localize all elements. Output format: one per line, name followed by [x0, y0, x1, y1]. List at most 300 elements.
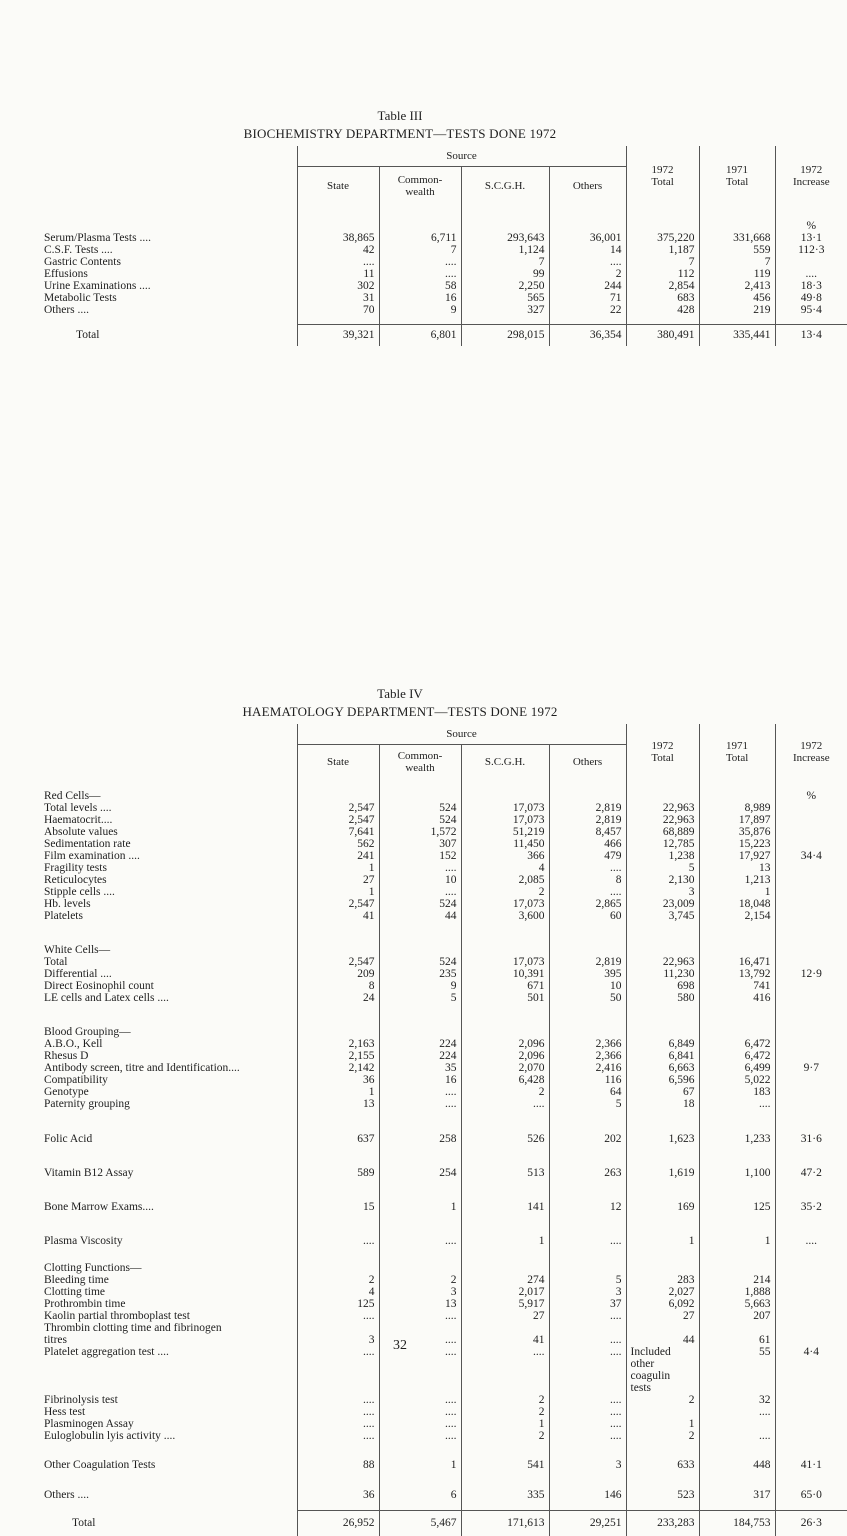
scgh-cell: 298,015 — [461, 324, 549, 346]
total-1971-cell: 7 — [699, 256, 775, 268]
total-1972-cell: 27 — [626, 1310, 699, 1322]
increase-cell — [775, 862, 847, 874]
row-label: Urine Examinations .... — [44, 280, 151, 292]
increase-cell: .... — [775, 1224, 847, 1258]
commonwealth-cell: .... — [379, 1394, 461, 1406]
total-1971-cell — [699, 1418, 775, 1430]
increase-cell — [775, 1098, 847, 1110]
scgh-cell: 10,391 — [461, 968, 549, 980]
spacer-cell — [626, 944, 699, 956]
group-heading: Clotting Functions— — [44, 1262, 142, 1274]
commonwealth-cell: 58 — [379, 280, 461, 292]
others-header: Others — [549, 744, 626, 780]
scgh-header: S.C.G.H. — [461, 166, 549, 206]
table-row — [40, 256, 847, 268]
table-row — [40, 814, 847, 826]
row-label: Reticulocytes — [44, 874, 107, 886]
row-label: Others .... — [44, 1489, 90, 1501]
state-cell: .... — [297, 1346, 379, 1358]
total-1972-cell: 6,663 — [626, 1062, 699, 1074]
total-1971-cell: 184,753 — [699, 1510, 775, 1536]
commonwealth-cell: 3 — [379, 1286, 461, 1298]
total-1971-cell: 17,927 — [699, 850, 775, 862]
total-1971-cell: 125 — [699, 1190, 775, 1224]
commonwealth-cell: 2 — [379, 1274, 461, 1286]
state-cell: 42 — [297, 244, 379, 256]
increase-cell — [775, 1086, 847, 1098]
spacer-row — [40, 1110, 847, 1122]
total-1972-cell: 1,623 — [626, 1122, 699, 1156]
table-row — [40, 244, 847, 256]
scgh-cell: 17,073 — [461, 898, 549, 910]
total-1971-cell: 6,472 — [699, 1050, 775, 1062]
table-row — [40, 1394, 847, 1406]
scgh-cell: 2 — [461, 1086, 549, 1098]
total-1971-cell: 559 — [699, 244, 775, 256]
commonwealth-cell: .... — [379, 862, 461, 874]
total-1971-cell — [699, 1322, 775, 1334]
total-1971-cell: 456 — [699, 292, 775, 304]
increase-cell — [775, 256, 847, 268]
row-label: Compatibility — [44, 1074, 108, 1086]
others-cell: 12 — [549, 1190, 626, 1224]
table-row — [40, 1310, 847, 1322]
state-cell: 125 — [297, 1298, 379, 1310]
scgh-cell: 293,643 — [461, 232, 549, 244]
others-cell: 395 — [549, 968, 626, 980]
increase-cell — [775, 874, 847, 886]
spacer-cell — [297, 206, 379, 220]
spacer-cell — [775, 1004, 847, 1026]
total-1972-cell: 22,963 — [626, 956, 699, 968]
others-cell: .... — [549, 1394, 626, 1406]
spacer-row — [40, 220, 847, 232]
increase-cell — [775, 1298, 847, 1310]
commonwealth-cell: 224 — [379, 1050, 461, 1062]
increase-cell — [775, 1370, 847, 1382]
spacer-cell — [461, 1262, 549, 1274]
total-1971-cell: 119 — [699, 268, 775, 280]
state-cell — [297, 1382, 379, 1394]
state-cell: 36 — [297, 1074, 379, 1086]
scgh-cell: 1,124 — [461, 244, 549, 256]
increase-cell — [775, 826, 847, 838]
commonwealth-cell: .... — [379, 1098, 461, 1110]
scgh-cell: 141 — [461, 1190, 549, 1224]
commonwealth-cell: 6 — [379, 1480, 461, 1510]
table-row — [40, 1038, 847, 1050]
spacer-cell — [461, 1004, 549, 1026]
table-row — [40, 874, 847, 886]
increase-cell: 31·6 — [775, 1122, 847, 1156]
increase-cell: 13·1 — [775, 232, 847, 244]
total-1971-cell: 5,022 — [699, 1074, 775, 1086]
increase-cell — [775, 992, 847, 1004]
spacer-cell — [40, 922, 297, 944]
brace-increase: 9·7 — [803, 1062, 819, 1074]
commonwealth-cell: 224 — [379, 1038, 461, 1050]
commonwealth-cell: .... — [379, 1334, 461, 1346]
table-row — [40, 992, 847, 1004]
total-1971-cell: 6,472 — [699, 1038, 775, 1050]
row-label: Platelets — [44, 910, 83, 922]
row-label: Prothrombin time — [44, 1298, 126, 1310]
spacer-cell — [40, 1004, 297, 1026]
total-1971-cell: 15,223 — [699, 838, 775, 850]
spacer-row — [40, 316, 847, 324]
row-label — [40, 1382, 297, 1394]
table-row — [40, 886, 847, 898]
spacer-cell — [626, 922, 699, 944]
state-cell: 2,547 — [297, 802, 379, 814]
state-cell: 2,547 — [297, 956, 379, 968]
scgh-cell: 171,613 — [461, 1510, 549, 1536]
spacer-cell — [775, 780, 847, 790]
total-1972-cell: 1,238 — [626, 850, 699, 862]
total-1972-cell — [626, 1406, 699, 1418]
total-1971-cell: 16,471 — [699, 956, 775, 968]
commonwealth-cell: .... — [379, 1346, 461, 1358]
spacer-cell — [549, 316, 626, 324]
others-cell: 10 — [549, 980, 626, 992]
row-label: Plasminogen Assay — [44, 1418, 134, 1430]
increase-cell — [775, 1062, 847, 1074]
spacer-cell — [775, 1110, 847, 1122]
spacer-cell — [297, 1026, 379, 1038]
state-header: State — [297, 744, 379, 780]
commonwealth-cell: 35 — [379, 1062, 461, 1074]
increase-cell — [775, 1358, 847, 1370]
spacer-cell — [297, 316, 379, 324]
table-row — [40, 1098, 847, 1110]
commonwealth-cell: .... — [379, 1406, 461, 1418]
spacer-cell — [297, 1004, 379, 1026]
commonwealth-cell — [379, 1358, 461, 1370]
increase-cell — [775, 898, 847, 910]
state-cell: .... — [297, 1430, 379, 1442]
spacer-cell — [297, 790, 379, 802]
commonwealth-cell: 5,467 — [379, 1510, 461, 1536]
total-1972-cell: 1,619 — [626, 1156, 699, 1190]
scgh-cell: 565 — [461, 292, 549, 304]
others-cell: 263 — [549, 1156, 626, 1190]
spacer-cell — [379, 1026, 461, 1038]
total-1971-cell: 207 — [699, 1310, 775, 1322]
commonwealth-cell: 16 — [379, 292, 461, 304]
scgh-cell: 1 — [461, 1224, 549, 1258]
commonwealth-cell: .... — [379, 1224, 461, 1258]
table-row — [40, 1122, 847, 1156]
spacer-cell — [379, 1442, 461, 1450]
state-cell — [297, 1358, 379, 1370]
spacer-cell — [549, 1004, 626, 1026]
state-cell: 4 — [297, 1286, 379, 1298]
others-cell: 244 — [549, 280, 626, 292]
total-1972-cell: 523 — [626, 1480, 699, 1510]
spacer-cell — [699, 1004, 775, 1026]
table-row — [40, 1406, 847, 1418]
total-1972-cell: 7 — [626, 256, 699, 268]
increase-cell: 26·3 — [775, 1510, 847, 1536]
increase-cell — [775, 1038, 847, 1050]
table-row — [40, 802, 847, 814]
state-cell: 302 — [297, 280, 379, 292]
others-cell: 2,366 — [549, 1038, 626, 1050]
others-cell: 5 — [549, 1098, 626, 1110]
row-label: Bleeding time — [44, 1274, 109, 1286]
row-label: Fibrinolysis test — [44, 1394, 118, 1406]
group-heading: Red Cells— — [44, 790, 101, 802]
commonwealth-cell: 9 — [379, 304, 461, 316]
commonwealth-cell — [379, 1322, 461, 1334]
scgh-cell: .... — [461, 1346, 549, 1358]
row-label: Plasma Viscosity — [44, 1235, 123, 1247]
others-cell: 71 — [549, 292, 626, 304]
spacer-cell — [699, 790, 775, 802]
spacer-cell — [775, 922, 847, 944]
spacer-cell — [379, 780, 461, 790]
table-row — [40, 1382, 847, 1394]
row-label: Haematocrit.... — [44, 814, 113, 826]
total-1971-cell: 35,876 — [699, 826, 775, 838]
brace-increase: 4·4 — [803, 1346, 819, 1358]
row-label: Direct Eosinophil count — [44, 980, 154, 992]
total-1971-cell: 331,668 — [699, 232, 775, 244]
spacer-cell — [626, 790, 699, 802]
spacer-cell — [379, 1262, 461, 1274]
total-1972-cell: 1 — [626, 1418, 699, 1430]
spacer-cell — [626, 1110, 699, 1122]
others-cell: .... — [549, 1346, 626, 1358]
spacer-cell — [549, 780, 626, 790]
total-1971-cell — [699, 1382, 775, 1394]
spacer-cell — [40, 316, 297, 324]
scgh-cell — [461, 1322, 549, 1334]
spacer-cell — [549, 1442, 626, 1450]
increase-cell — [775, 1322, 847, 1334]
state-cell: .... — [297, 1394, 379, 1406]
commonwealth-cell — [379, 1382, 461, 1394]
row-label: Antibody screen, titre and Identification.... — [44, 1062, 240, 1074]
total-1972-cell: 2,027 — [626, 1286, 699, 1298]
spacer-cell — [461, 1026, 549, 1038]
percent-symbol: % — [775, 790, 847, 802]
others-cell: 5 — [549, 1274, 626, 1286]
total-1971-cell: 2,413 — [699, 280, 775, 292]
state-cell: 15 — [297, 1190, 379, 1224]
table-row — [40, 304, 847, 316]
increase-cell — [775, 1394, 847, 1406]
spacer-cell — [461, 316, 549, 324]
scgh-cell: 526 — [461, 1122, 549, 1156]
increase-cell — [775, 802, 847, 814]
haematology-table — [40, 724, 847, 1536]
spacer-cell — [549, 1110, 626, 1122]
spacer-cell — [379, 944, 461, 956]
increase-cell — [775, 886, 847, 898]
row-label: Folic Acid — [44, 1133, 93, 1145]
spacer-cell — [549, 1026, 626, 1038]
row-label: Film examination .... — [44, 850, 140, 862]
table-row — [40, 292, 847, 304]
others-cell: .... — [549, 862, 626, 874]
others-cell: 202 — [549, 1122, 626, 1156]
others-cell: 116 — [549, 1074, 626, 1086]
group-heading: White Cells— — [44, 944, 111, 956]
spacer-row — [40, 944, 847, 956]
row-label: Serum/Plasma Tests .... — [44, 232, 151, 244]
total-1971-cell: 13,792 — [699, 968, 775, 980]
state-cell: 637 — [297, 1122, 379, 1156]
spacer-cell — [699, 1262, 775, 1274]
table3-title: BIOCHEMISTRY DEPARTMENT—TESTS DONE 1972 — [243, 126, 557, 141]
others-cell: 8 — [549, 874, 626, 886]
scgh-cell: 335 — [461, 1480, 549, 1510]
row-label: C.S.F. Tests .... — [44, 244, 113, 256]
row-label: A.B.O., Kell — [44, 1038, 103, 1050]
commonwealth-cell: 235 — [379, 968, 461, 980]
total-row — [40, 324, 847, 346]
others-cell: 2,819 — [549, 802, 626, 814]
table-row — [40, 1062, 847, 1074]
state-cell: 562 — [297, 838, 379, 850]
scgh-cell — [461, 1370, 549, 1382]
commonwealth-header: Common- wealth — [379, 744, 461, 780]
spacer-cell — [699, 922, 775, 944]
scgh-cell: 501 — [461, 992, 549, 1004]
spacer-cell — [699, 316, 775, 324]
commonwealth-cell: 6,801 — [379, 324, 461, 346]
scgh-cell: 671 — [461, 980, 549, 992]
brace-increase: 34·4 — [800, 850, 822, 862]
row-label: Total — [76, 329, 100, 341]
total-1972-cell: 5 — [626, 862, 699, 874]
total-1971-cell: 1,233 — [699, 1122, 775, 1156]
state-cell: 39,321 — [297, 324, 379, 346]
increase-cell — [775, 1286, 847, 1298]
commonwealth-cell: 10 — [379, 874, 461, 886]
spacer-cell — [699, 206, 775, 220]
table-row — [40, 1274, 847, 1286]
spacer-cell — [297, 944, 379, 956]
total-1971-cell: 32 — [699, 1394, 775, 1406]
others-cell: 37 — [549, 1298, 626, 1310]
scgh-cell: 99 — [461, 268, 549, 280]
scgh-cell — [461, 1358, 549, 1370]
others-cell: 64 — [549, 1086, 626, 1098]
state-cell: .... — [297, 1310, 379, 1322]
others-cell — [549, 1322, 626, 1334]
others-cell: .... — [549, 1418, 626, 1430]
total-1972-cell: 380,491 — [626, 324, 699, 346]
increase-cell — [775, 1406, 847, 1418]
others-header: Others — [549, 166, 626, 206]
spacer-cell — [40, 780, 297, 790]
state-cell: 8 — [297, 980, 379, 992]
row-label: Clotting time — [44, 1286, 106, 1298]
total-1972-cell: 698 — [626, 980, 699, 992]
percent-symbol: % — [775, 220, 847, 232]
table-row — [40, 1370, 847, 1382]
spacer-cell — [626, 316, 699, 324]
total-1972-header: 1972 Total — [626, 724, 699, 780]
scgh-cell: 2,017 — [461, 1286, 549, 1298]
total-1972-cell: 2,130 — [626, 874, 699, 886]
row-label: Metabolic Tests — [44, 292, 117, 304]
others-cell: .... — [549, 256, 626, 268]
total-1972-cell: 6,596 — [626, 1074, 699, 1086]
total-1972-cell: 580 — [626, 992, 699, 1004]
table-row — [40, 1298, 847, 1310]
table-row — [40, 1286, 847, 1298]
total-1971-cell: 55 — [699, 1346, 775, 1358]
total-1971-cell: 1,213 — [699, 874, 775, 886]
total-1971-cell: 219 — [699, 304, 775, 316]
total-1972-cell: 67 — [626, 1086, 699, 1098]
state-cell: 209 — [297, 968, 379, 980]
spacer-cell — [461, 944, 549, 956]
others-cell — [549, 1358, 626, 1370]
commonwealth-cell: 524 — [379, 956, 461, 968]
spacer-cell — [40, 1442, 297, 1450]
others-cell: 2,819 — [549, 814, 626, 826]
state-cell: 589 — [297, 1156, 379, 1190]
table-row — [40, 826, 847, 838]
commonwealth-cell: 524 — [379, 898, 461, 910]
total-1972-cell: 375,220 — [626, 232, 699, 244]
table-row — [40, 1190, 847, 1224]
state-cell: 2,142 — [297, 1062, 379, 1074]
others-cell: 50 — [549, 992, 626, 1004]
row-label: LE cells and Latex cells .... — [44, 992, 169, 1004]
increase-cell: 65·0 — [775, 1480, 847, 1510]
total-1971-cell: 1,100 — [699, 1156, 775, 1190]
state-cell: .... — [297, 256, 379, 268]
total-1972-cell: 22,963 — [626, 802, 699, 814]
table-row — [40, 1086, 847, 1098]
spacer-cell — [379, 220, 461, 232]
commonwealth-cell: 524 — [379, 802, 461, 814]
total-1972-cell: 22,963 — [626, 814, 699, 826]
spacer-cell — [461, 780, 549, 790]
spacer-row — [40, 790, 847, 802]
state-cell: .... — [297, 1418, 379, 1430]
total-1972-cell: Included — [626, 1346, 699, 1358]
row-label: Genotype — [44, 1086, 89, 1098]
others-cell: .... — [549, 1310, 626, 1322]
scgh-cell — [461, 1382, 549, 1394]
total-1971-cell: 6,499 — [699, 1062, 775, 1074]
increase-cell — [775, 1274, 847, 1286]
table-row — [40, 280, 847, 292]
spacer-cell — [40, 206, 297, 220]
total-1971-cell: 2,154 — [699, 910, 775, 922]
state-cell: 1 — [297, 1086, 379, 1098]
others-cell: 2 — [549, 268, 626, 280]
table-row — [40, 1074, 847, 1086]
row-label: Platelet aggregation test .... — [44, 1346, 169, 1358]
commonwealth-cell: 254 — [379, 1156, 461, 1190]
spacer-cell — [626, 1026, 699, 1038]
increase-cell: 47·2 — [775, 1156, 847, 1190]
increase-cell — [775, 1418, 847, 1430]
total-1971-cell: 5,663 — [699, 1298, 775, 1310]
scgh-cell: 11,450 — [461, 838, 549, 850]
spacer-cell — [549, 922, 626, 944]
total-1972-cell: 2 — [626, 1430, 699, 1442]
spacer-cell — [775, 1026, 847, 1038]
state-cell: 88 — [297, 1450, 379, 1480]
